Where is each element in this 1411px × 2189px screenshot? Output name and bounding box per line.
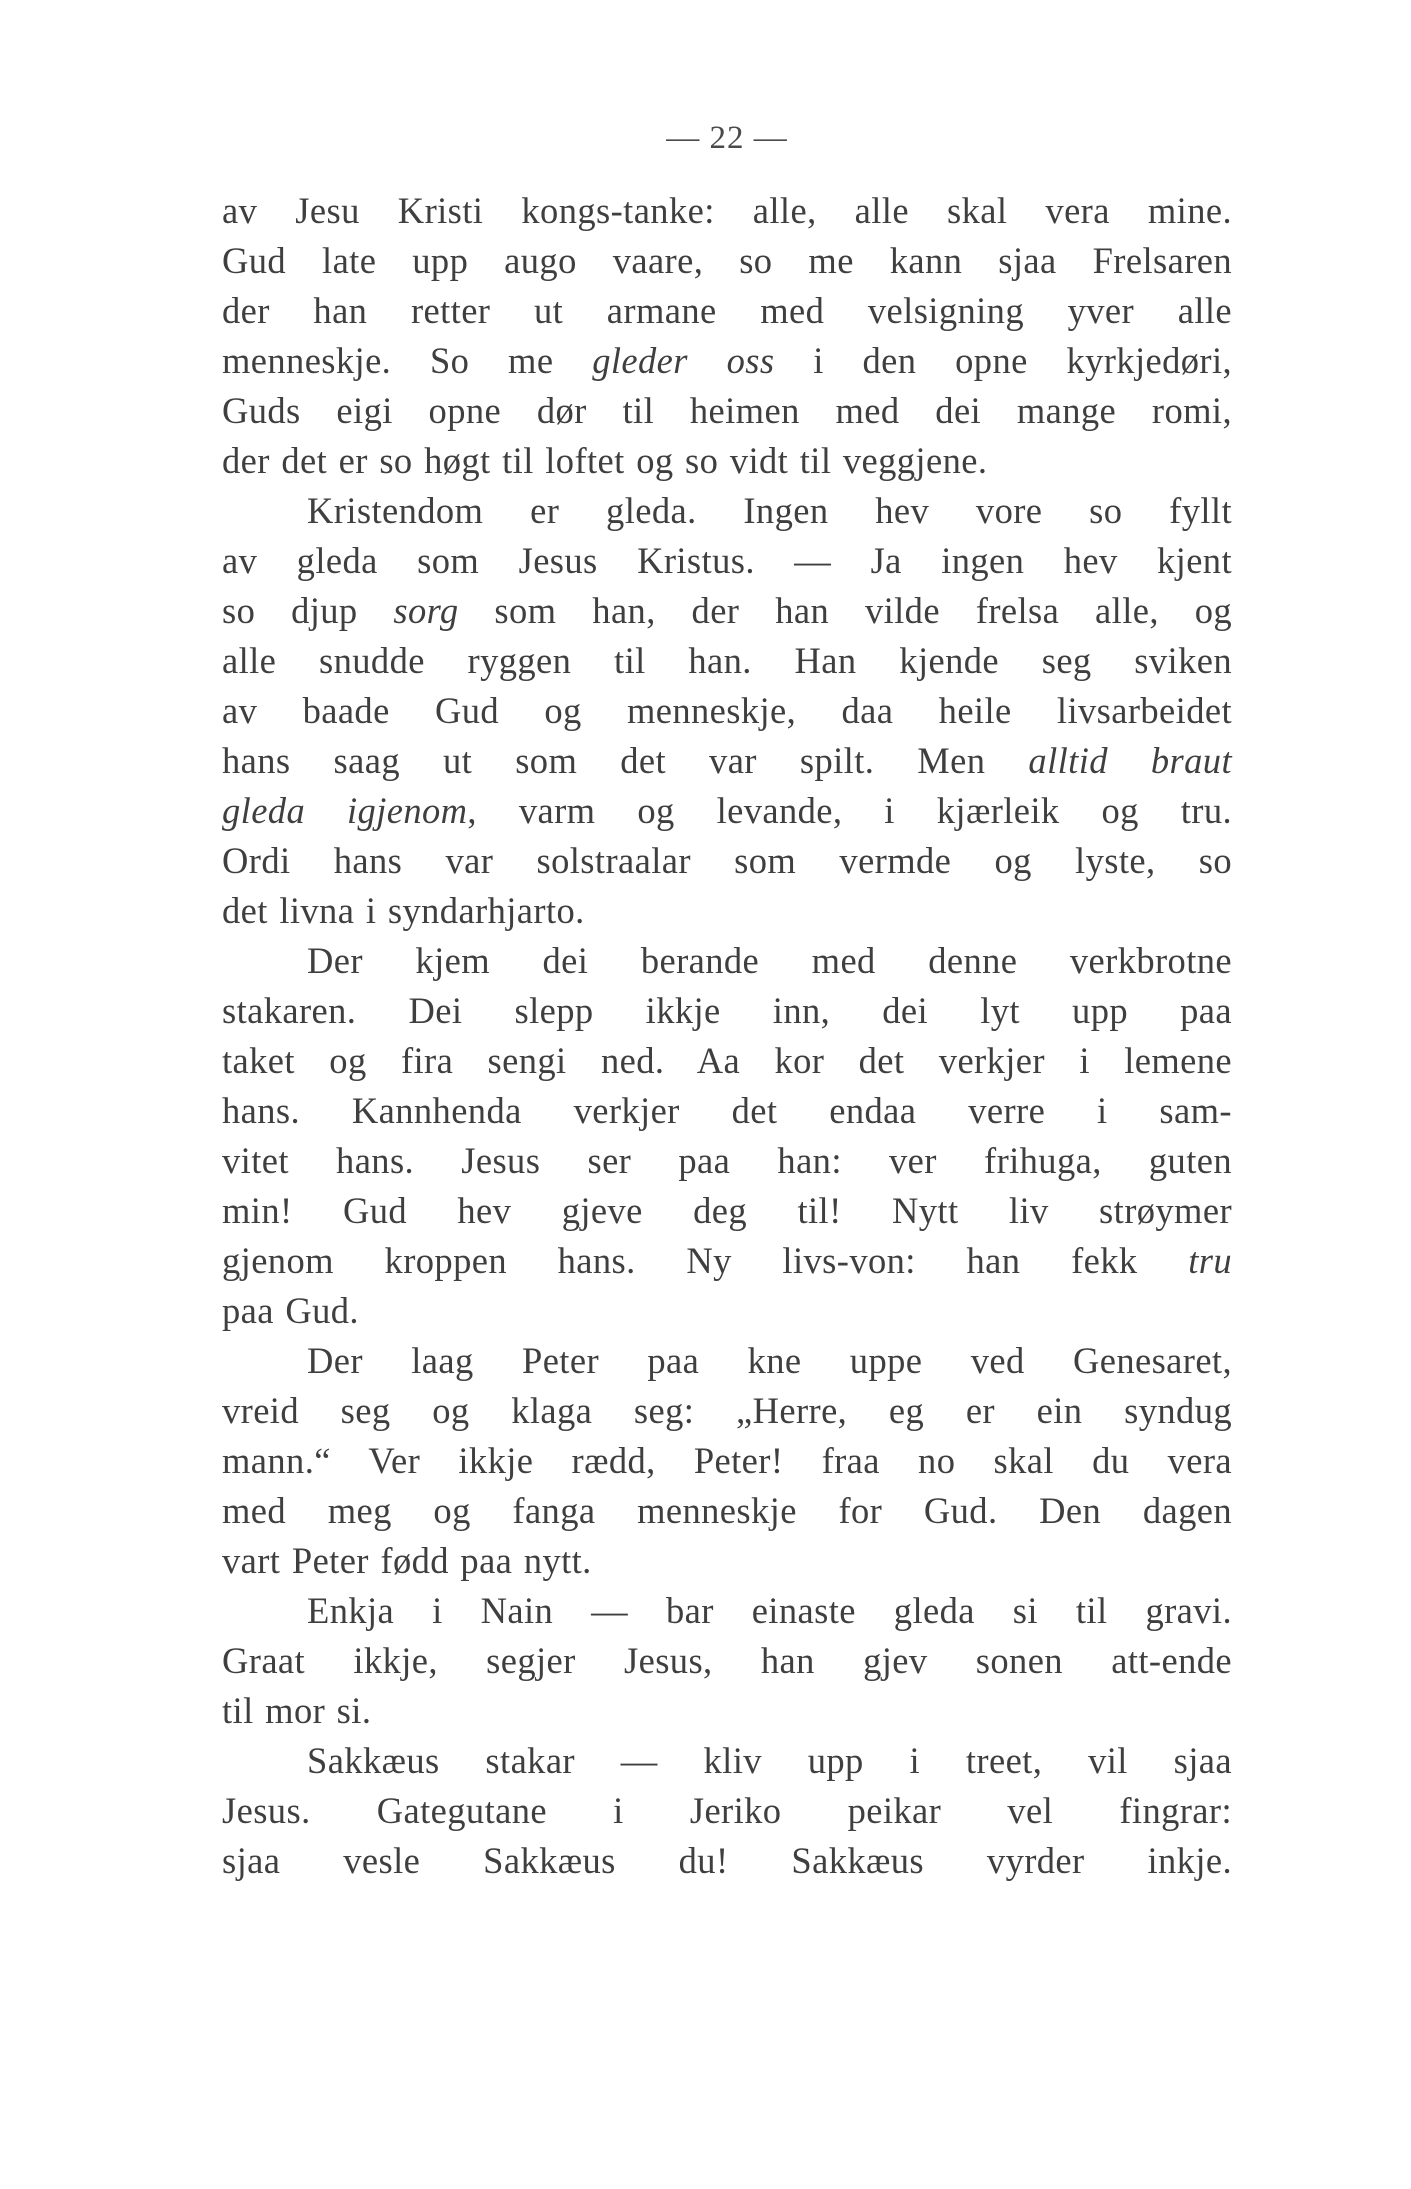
text-line [222,636,1232,686]
text-run: Ordi hans var solstraalar som vermde og lyste, so [222,840,1232,881]
text-run: Jesus. Gategutane i Jeriko peikar vel fingrar: [222,1790,1232,1831]
paragraph [222,486,1232,936]
text-line [222,1036,1232,1086]
text-run: Gud late upp augo vaare, so me kann sjaa Frelsaren [222,240,1232,281]
text-run: av gleda som Jesus Kristus. — Ja ingen hev kjent [222,540,1232,581]
text-run: Enkja i Nain — bar einaste gleda si til gravi. [307,1590,1232,1631]
text-line [222,1286,1232,1336]
book-page [222,118,1232,1886]
text-line [222,686,1232,736]
text-line [222,786,1232,836]
text-line [222,1436,1232,1486]
paragraph [222,186,1232,486]
text-line [222,586,1232,636]
text-line [222,1336,1232,1386]
text-run: vart Peter fødd paa nytt. [222,1540,592,1581]
text-run: Der laag Peter paa kne uppe ved Genesaret, [307,1340,1232,1381]
text-line [222,936,1232,986]
text-run: taket og fira sengi ned. Aa kor det verkjer i lemene [222,1040,1232,1081]
text-line [222,1586,1232,1636]
text-run: Guds eigi opne dør til heimen med dei mange romi, [222,390,1232,431]
text-run: der det er so høgt til loftet og so vidt til veggjene. [222,440,988,481]
text-run: Kristendom er gleda. Ingen hev vore so fyllt [307,490,1232,531]
text-line [222,1736,1232,1786]
text-run: til mor si. [222,1690,372,1731]
text-line [222,286,1232,336]
paragraph [222,1586,1232,1736]
text-line [222,436,1232,486]
text-run: so djup [222,590,394,631]
text-line [222,736,1232,786]
text-line [222,1236,1232,1286]
text-line [222,536,1232,586]
text-run: hans saag ut som det var spilt. Men [222,740,1029,781]
text-run: Sakkæus stakar — kliv upp i treet, vil sjaa [307,1740,1232,1781]
text-run: , varm og levande, i kjærleik og tru. [467,790,1232,831]
text-run: gjenom kroppen hans. Ny livs-von: han fekk [222,1240,1189,1281]
text-line [222,186,1232,236]
text-run: hans. Kannhenda verkjer det endaa verre i sam- [222,1090,1232,1131]
text-line [222,1786,1232,1836]
text-run: Der kjem dei berande med denne verkbrotne [307,940,1232,981]
text-run: i den opne kyrkjedøri, [774,340,1233,381]
text-line [222,1636,1232,1686]
text-run: av baade Gud og menneskje, daa heile livsarbeidet [222,690,1232,731]
paragraph [222,1336,1232,1586]
page-number: — 22 — [666,120,788,156]
text-run: alle snudde ryggen til han. Han kjende seg sviken [222,640,1232,681]
text-run: min! Gud hev gjeve deg til! Nytt liv strøymer [222,1190,1232,1231]
text-run: det livna i syndarhjarto. [222,890,585,931]
text-line [222,1186,1232,1236]
text-run: Graat ikkje, segjer Jesus, han gjev sonen att-ende [222,1640,1232,1681]
text-line [222,836,1232,886]
text-line [222,1136,1232,1186]
text-line [222,1536,1232,1586]
text-line [222,986,1232,1036]
text-run: vitet hans. Jesus ser paa han: ver frihuga, guten [222,1140,1232,1181]
italic-text-run: gleder oss [592,340,775,381]
text-run: mann.“ Ver ikkje rædd, Peter! fraa no skal du vera [222,1440,1232,1481]
text-line [222,486,1232,536]
paragraph [222,1736,1232,1886]
text-run: med meg og fanga menneskje for Gud. Den dagen [222,1490,1232,1531]
italic-text-run: sorg [393,590,459,631]
italic-text-run: tru [1188,1240,1232,1281]
text-line [222,386,1232,436]
italic-text-run: gleda igjenom [222,790,468,831]
text-line [222,886,1232,936]
text-run: stakaren. Dei slepp ikkje inn, dei lyt upp paa [222,990,1232,1031]
paragraph [222,936,1232,1336]
text-line [222,1386,1232,1436]
text-run: vreid seg og klaga seg: „Herre, eg er ein syndug [222,1390,1232,1431]
text-line [222,1486,1232,1536]
text-line [222,1686,1232,1736]
text-run: paa Gud. [222,1290,359,1331]
text-line [222,1086,1232,1136]
text-run: av Jesu Kristi kongs-tanke: alle, alle skal vera mine. [222,190,1232,231]
text-line [222,1836,1232,1886]
body-text [222,186,1232,1886]
text-run: sjaa vesle Sakkæus du! Sakkæus vyrder inkje. [222,1840,1232,1881]
text-line [222,236,1232,286]
italic-text-run: alltid braut [1028,740,1232,781]
text-run: menneskje. So me [222,340,593,381]
text-run: som han, der han vilde frelsa alle, og [458,590,1232,631]
text-line [222,336,1232,386]
text-run: der han retter ut armane med velsigning yver alle [222,290,1232,331]
